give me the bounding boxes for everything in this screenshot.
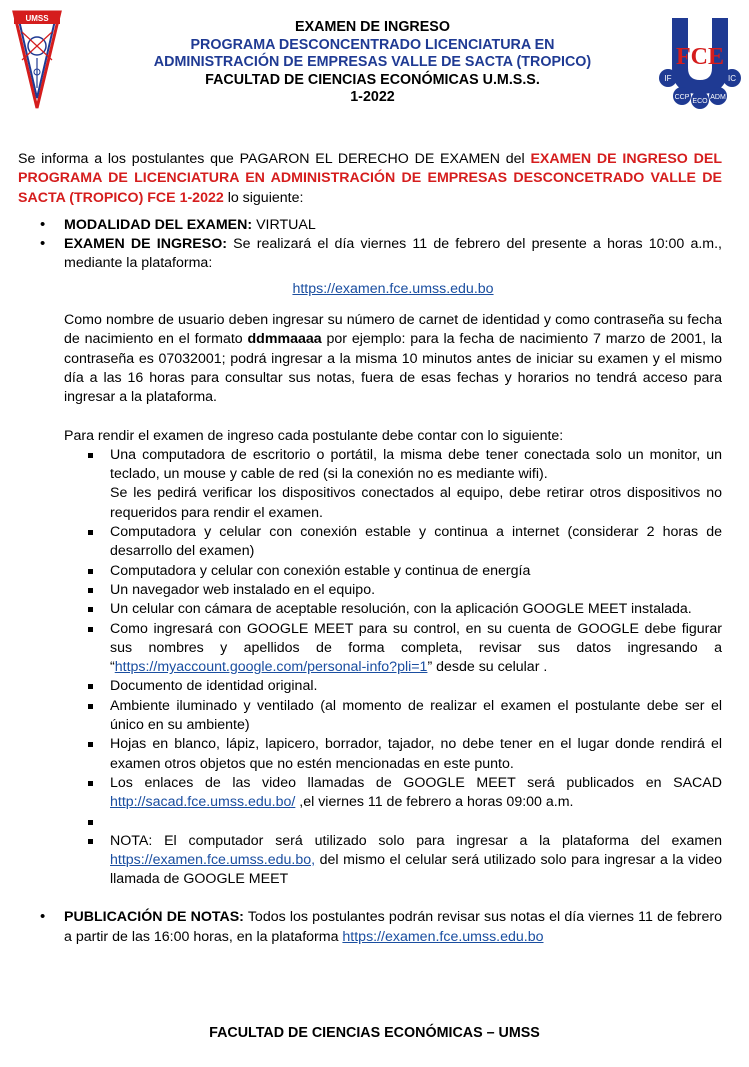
intro-suffix: lo siguiente: bbox=[223, 189, 304, 206]
list-item bbox=[64, 446, 722, 523]
svg-text:FCE: FCE bbox=[676, 44, 724, 70]
google-account-link[interactable]: https://myaccount.google.com/personal-info?pli=1 bbox=[114, 659, 428, 676]
list-item-publicacion bbox=[18, 908, 722, 947]
publicacion-label: PUBLICACIÓN DE NOTAS: bbox=[64, 909, 244, 926]
requirement-text: Como ingresará con GOOGLE MEET para su control, en su cuenta de GOOGLE debe figurar sus nombres y apellidos de forma completa, revisar sus datos ingresando a “ bbox=[110, 620, 722, 676]
header-period: 1-2022 bbox=[350, 89, 395, 105]
requirement-text: Una computadora de escritorio o portátil, la misma debe tener conectada solo un monitor, un teclado, un mouse y cable de red (si la conexión no es mediante wifi). bbox=[110, 446, 722, 483]
header-title: EXAMEN DE INGRESO bbox=[295, 19, 450, 35]
document-header bbox=[100, 19, 645, 107]
intro-prefix: Se informa a los postulantes que PAGARON EL DERECHO DE EXAMEN del bbox=[18, 151, 531, 167]
note-text: NOTA: El computador será utilizado solo para ingresar a la plataforma del examen bbox=[110, 832, 722, 849]
fce-logo bbox=[658, 14, 742, 110]
list-item: Computadora y celular con conexión estable y continua a internet (considerar 2 horas de desarrollo del examen) bbox=[64, 523, 722, 562]
svg-text:ADM: ADM bbox=[710, 94, 726, 101]
svg-text:UMSS: UMSS bbox=[658, 44, 667, 68]
header-program-line1: PROGRAMA DESCONCENTRADO LICENCIATURA EN bbox=[190, 36, 555, 53]
credentials-paragraph bbox=[64, 311, 722, 407]
requirement-text: ,el viernes 11 de febrero a horas 09:00 a.m. bbox=[295, 794, 574, 811]
svg-text:ECO: ECO bbox=[692, 98, 708, 105]
intro-highlight: EXAMEN DE INGRESO DEL PROGRAMA DE LICENCIATURA EN ADMINISTRACIÓN DE EMPRESAS DESCONCETRADO VALLE DE SACTA (TROPICO) FCE 1-2022 bbox=[18, 151, 722, 206]
requirement-text: ” desde su celular . bbox=[427, 659, 548, 676]
publication-list bbox=[18, 908, 722, 947]
requirement-text: Se les pedirá verificar los dispositivos conectados al equipo, debe retirar otros dispositivos no requeridos para rendir el examen. bbox=[110, 485, 722, 521]
modalidad-label: MODALIDAD DEL EXAMEN: bbox=[64, 216, 253, 233]
modalidad-value: VIRTUAL bbox=[252, 216, 316, 233]
list-spacer bbox=[64, 813, 722, 832]
publicacion-text: Todos los postulantes podrán revisar sus notas el día viernes 11 de febrero a partir de las 16:00 horas, en la plataforma bbox=[64, 909, 722, 945]
exam-platform-link-note[interactable]: https://examen.fce.umss.edu.bo, bbox=[110, 851, 316, 868]
intro-paragraph bbox=[18, 150, 722, 208]
svg-text:UMSS: UMSS bbox=[25, 14, 49, 23]
list-item: Un navegador web instalado en el equipo. bbox=[64, 581, 722, 600]
list-item: Documento de identidad original. bbox=[64, 677, 722, 696]
examen-text: Se realizará el día viernes 11 de febrero del presente a horas 10:00 a.m., mediante la plataforma: bbox=[64, 236, 722, 272]
svg-text:IF: IF bbox=[664, 74, 672, 83]
svg-text:IC: IC bbox=[728, 74, 736, 83]
exam-link-row bbox=[64, 280, 722, 299]
list-item bbox=[64, 774, 722, 813]
results-platform-link[interactable]: https://examen.fce.umss.edu.bo bbox=[342, 928, 544, 945]
header-program-line2: ADMINISTRACIÓN DE EMPRESAS VALLE DE SACTA (TROPICO) bbox=[153, 54, 592, 70]
sacad-link[interactable]: http://sacad.fce.umss.edu.bo/ bbox=[110, 794, 296, 811]
exam-platform-link[interactable]: https://examen.fce.umss.edu.bo bbox=[292, 280, 494, 297]
note-text: del mismo el celular será utilizado solo para ingresar a la video llamada de GOOGLE MEET bbox=[110, 851, 722, 888]
header-faculty: FACULTAD DE CIENCIAS ECONÓMICAS U.M.S.S. bbox=[205, 71, 540, 88]
list-item: Hojas en blanco, lápiz, lapicero, borrador, tajador, no debe tener en el lugar donde rendirá el examen otros objetos que no estén mencionadas en este punto. bbox=[64, 735, 722, 774]
document-body bbox=[18, 150, 722, 947]
credentials-text-a: Como nombre de usuario deben ingresar su número de carnet de identidad y como contraseña su fecha de nacimiento en el formato bbox=[64, 312, 722, 348]
umss-logo bbox=[12, 10, 62, 110]
list-item: Computadora y celular con conexión estable y continua de energía bbox=[64, 562, 722, 581]
requirement-text: Los enlaces de las video llamadas de GOOGLE MEET será publicados en SACAD bbox=[110, 774, 722, 791]
main-list bbox=[18, 216, 722, 274]
svg-text:CCP: CCP bbox=[674, 94, 690, 101]
list-item: Un celular con cámara de aceptable resolución, con la aplicación GOOGLE MEET instalada. bbox=[64, 600, 722, 619]
list-item-examen bbox=[18, 235, 722, 274]
list-item-note bbox=[64, 832, 722, 890]
footer-signature: FACULTAD DE CIENCIAS ECONÓMICAS – UMSS bbox=[209, 1025, 540, 1041]
credentials-text-b: por ejemplo: para la fecha de nacimiento 7 marzo de 2001, la contraseña es 07032001; podrá ingresar a la misma 10 minutos antes de iniciar su examen y el mismo día a las 16 horas para consultar sus notas, fuera de esas fechas y horarios no tendrá acceso para ingresar a la plataforma. bbox=[64, 331, 722, 406]
requirements-intro: Para rendir el examen de ingreso cada postulante debe contar con lo siguiente: bbox=[64, 427, 564, 444]
examen-label: EXAMEN DE INGRESO: bbox=[64, 236, 227, 253]
requirements-list bbox=[64, 446, 722, 890]
list-item: Ambiente iluminado y ventilado (al momento de realizar el examen el postulante debe ser el único en su ambiente) bbox=[64, 697, 722, 736]
list-item bbox=[64, 620, 722, 678]
list-item-modalidad bbox=[18, 216, 722, 235]
credentials-format: ddmmaaaa bbox=[247, 331, 322, 348]
